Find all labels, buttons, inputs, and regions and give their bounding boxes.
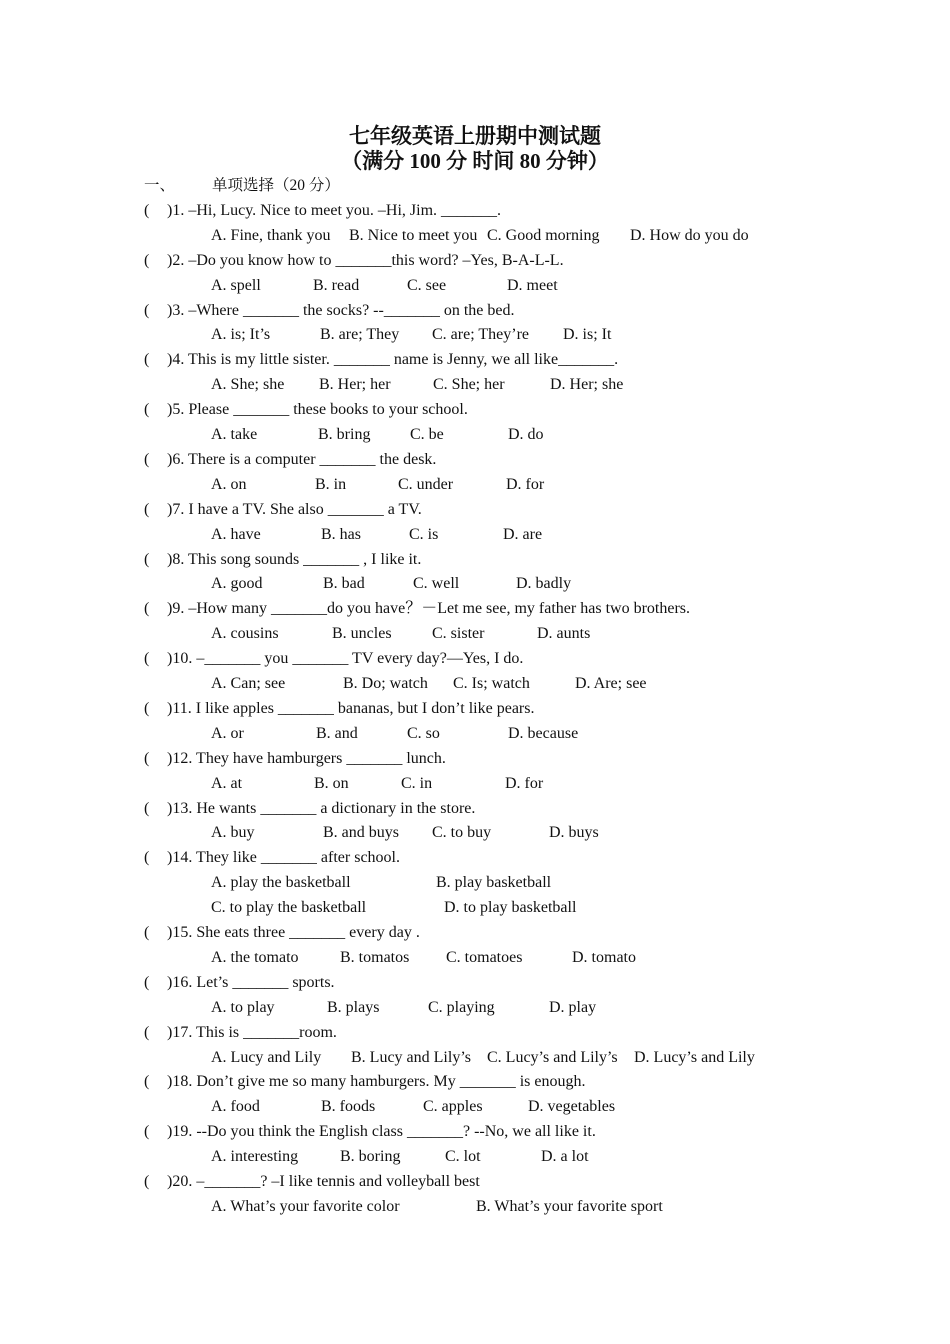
option-b: B. in <box>315 475 347 493</box>
option-d: D. Lucy’s and Lily <box>634 1048 755 1066</box>
option-a: A. What’s your favorite color <box>211 1197 400 1215</box>
option-a: A. play the basketball <box>211 874 351 892</box>
question-stem <box>144 1070 585 1094</box>
option-b: B. What’s your favorite sport <box>476 1197 663 1215</box>
question-text: )7. I have a TV. She also _______ a TV. <box>167 500 422 518</box>
question-stem <box>144 1170 480 1194</box>
question-4 <box>0 348 950 398</box>
answer-paren: ( <box>144 1073 150 1091</box>
question-text: )2. –Do you know how to _______this word? –Yes, B-A-L-L. <box>167 251 564 269</box>
option-c: C. lot <box>445 1148 481 1166</box>
option-a: A. is; It’s <box>211 326 271 344</box>
question-text: )20. –_______? –I like tennis and volleyball best <box>167 1173 480 1191</box>
question-stem <box>144 921 420 945</box>
option-b: B. read <box>313 276 360 294</box>
question-15 <box>0 921 950 971</box>
option-d: D. tomato <box>572 948 636 966</box>
option-a: A. to play <box>211 998 275 1016</box>
question-text: )8. This song sounds _______ , I like it. <box>167 550 422 568</box>
option-d: D. are <box>503 525 543 543</box>
question-19 <box>0 1120 950 1170</box>
option-c: C. so <box>407 724 440 742</box>
option-c: C. playing <box>428 998 495 1016</box>
option-d: D. for <box>506 475 545 493</box>
answer-paren: ( <box>144 202 150 219</box>
option-b: B. Do; watch <box>343 675 428 693</box>
option-c: C. She; her <box>433 376 505 394</box>
question-17 <box>0 1021 950 1071</box>
option-c: C. to buy <box>432 824 492 842</box>
question-3 <box>0 299 950 349</box>
question-text: )3. –Where _______ the socks? --_______ on the bed. <box>167 301 515 319</box>
option-b: B. boring <box>340 1148 401 1166</box>
question-stem <box>144 348 618 372</box>
question-14 <box>0 846 950 921</box>
option-d: D. How do you do <box>630 226 749 244</box>
question-text: )15. She eats three _______ every day . <box>167 924 420 942</box>
option-c: C. under <box>398 475 454 493</box>
answer-paren: ( <box>144 973 150 991</box>
option-a: A. spell <box>211 276 261 294</box>
question-13 <box>0 797 950 847</box>
section-label: 单项选择（20 分） <box>212 177 340 194</box>
option-b: B. foods <box>321 1098 376 1116</box>
option-a: A. good <box>211 575 263 593</box>
question-stem <box>144 1021 337 1045</box>
option-a: A. have <box>211 525 261 543</box>
option-d: D. is; It <box>563 326 612 344</box>
question-stem <box>144 249 564 273</box>
question-stem <box>144 846 400 870</box>
option-c: C. tomatoes <box>446 948 523 966</box>
option-c: C. in <box>401 774 433 792</box>
option-a: A. at <box>211 774 243 792</box>
answer-paren: ( <box>144 799 150 817</box>
question-16 <box>0 971 950 1021</box>
question-18 <box>0 1070 950 1120</box>
option-c: C. are; They’re <box>432 326 529 344</box>
option-a: A. Can; see <box>211 675 286 693</box>
question-20 <box>0 1170 950 1220</box>
option-d: D. vegetables <box>528 1098 616 1116</box>
question-text: )12. They have hamburgers _______ lunch. <box>167 749 446 767</box>
option-b: B. on <box>314 774 349 792</box>
option-a: A. the tomato <box>211 948 299 966</box>
option-c: C. well <box>413 575 460 593</box>
section-number: 一、 <box>144 177 176 194</box>
question-list <box>0 199 950 1220</box>
question-stem <box>144 697 534 721</box>
answer-paren: ( <box>144 1173 150 1191</box>
answer-paren: ( <box>144 301 150 319</box>
answer-paren: ( <box>144 401 150 419</box>
answer-paren: ( <box>144 1123 150 1141</box>
exam-title: 七年级英语上册期中测试题 <box>349 124 601 148</box>
option-a: A. take <box>211 426 258 444</box>
question-text: )11. I like apples _______ bananas, but I don’t like pears. <box>167 699 535 717</box>
option-b: B. and <box>316 724 358 742</box>
question-8 <box>0 548 950 598</box>
option-d: D. to play basketball <box>444 899 577 917</box>
question-stem <box>144 448 436 472</box>
answer-paren: ( <box>144 600 150 618</box>
question-text: )10. –_______ you _______ TV every day?—Yes, I do. <box>167 650 524 668</box>
option-b: B. Her; her <box>319 376 391 394</box>
answer-paren: ( <box>144 924 150 942</box>
answer-paren: ( <box>144 351 150 369</box>
question-stem <box>144 597 690 621</box>
option-d: D. do <box>508 426 544 444</box>
question-2 <box>0 249 950 299</box>
question-stem <box>144 299 514 323</box>
question-text: )4. This is my little sister. _______ name is Jenny, we all like_______. <box>167 351 619 369</box>
option-b: B. has <box>321 525 361 543</box>
question-text: )1. –Hi, Lucy. Nice to meet you. –Hi, Jim. _______. <box>167 202 502 219</box>
answer-paren: ( <box>144 650 150 668</box>
option-c: C. Is; watch <box>453 675 530 693</box>
question-stem <box>144 747 446 771</box>
question-text: )13. He wants _______ a dictionary in the store. <box>167 799 476 817</box>
question-text: )9. –How many _______do you have？－Let me see, my father has two brothers. <box>167 600 690 618</box>
option-a: A. or <box>211 724 244 742</box>
option-c: C. Lucy’s and Lily’s <box>487 1048 618 1066</box>
question-9 <box>0 597 950 647</box>
option-a: A. Lucy and Lily <box>211 1048 322 1066</box>
option-a: A. Fine, thank you <box>211 226 331 244</box>
answer-paren: ( <box>144 450 150 468</box>
option-b: B. tomatos <box>340 948 410 966</box>
option-b: B. Nice to meet you <box>349 226 478 244</box>
option-d: D. meet <box>507 276 558 294</box>
question-stem <box>144 647 523 671</box>
answer-paren: ( <box>144 749 150 767</box>
question-stem <box>144 398 468 422</box>
question-7 <box>0 498 950 548</box>
option-a: A. buy <box>211 824 255 842</box>
option-d: D. because <box>508 724 579 742</box>
question-text: )16. Let’s _______ sports. <box>167 973 335 991</box>
option-c: C. sister <box>432 625 485 643</box>
question-stem <box>144 797 475 821</box>
question-11 <box>0 697 950 747</box>
option-c: C. Good morning <box>487 226 600 244</box>
question-1 <box>0 199 950 249</box>
option-a: A. She; she <box>211 376 285 394</box>
option-d: D. buys <box>549 824 599 842</box>
question-text: )5. Please _______ these books to your school. <box>167 401 468 419</box>
option-b: B. play basketball <box>436 874 552 892</box>
question-5 <box>0 398 950 448</box>
question-text: )19. --Do you think the English class _______? --No, we all like it. <box>167 1123 596 1141</box>
question-6 <box>0 448 950 498</box>
option-d: D. a lot <box>541 1148 589 1166</box>
question-text: )18. Don’t give me so many hamburgers. My _______ is enough. <box>167 1073 586 1091</box>
option-c: C. be <box>410 426 444 444</box>
answer-paren: ( <box>144 849 150 867</box>
option-d: D. Her; she <box>550 376 624 394</box>
question-stem <box>144 548 421 572</box>
option-b: B. are; They <box>320 326 400 344</box>
question-text: )6. There is a computer _______ the desk. <box>167 450 437 468</box>
answer-paren: ( <box>144 699 150 717</box>
exam-subtitle: （满分 100 分 时间 80 分钟） <box>341 149 609 173</box>
option-a: A. cousins <box>211 625 279 643</box>
option-c: C. apples <box>423 1098 483 1116</box>
option-d: D. badly <box>516 575 572 593</box>
answer-paren: ( <box>144 1023 150 1041</box>
option-a: A. interesting <box>211 1148 299 1166</box>
answer-paren: ( <box>144 500 150 518</box>
option-c: C. see <box>407 276 447 294</box>
option-d: D. for <box>505 774 544 792</box>
question-stem <box>144 498 422 522</box>
option-b: B. bad <box>323 575 365 593</box>
question-stem <box>144 199 501 223</box>
question-text: )14. They like _______ after school. <box>167 849 400 867</box>
question-10 <box>0 647 950 697</box>
section-heading <box>144 175 340 197</box>
option-b: B. bring <box>318 426 371 444</box>
option-b: B. Lucy and Lily’s <box>351 1048 471 1066</box>
question-stem <box>144 1120 596 1144</box>
answer-paren: ( <box>144 251 150 269</box>
option-b: B. and buys <box>323 824 399 842</box>
option-d: D. aunts <box>537 625 591 643</box>
option-b: B. uncles <box>332 625 392 643</box>
option-a: A. on <box>211 475 247 493</box>
question-text: )17. This is _______room. <box>167 1023 337 1041</box>
option-b: B. plays <box>327 998 380 1016</box>
answer-paren: ( <box>144 550 150 568</box>
question-12 <box>0 747 950 797</box>
option-c: C. is <box>409 525 439 543</box>
option-d: D. play <box>549 998 597 1016</box>
option-a: A. food <box>211 1098 260 1116</box>
option-c: C. to play the basketball <box>211 899 367 917</box>
option-d: D. Are; see <box>575 675 647 693</box>
question-stem <box>144 971 335 995</box>
